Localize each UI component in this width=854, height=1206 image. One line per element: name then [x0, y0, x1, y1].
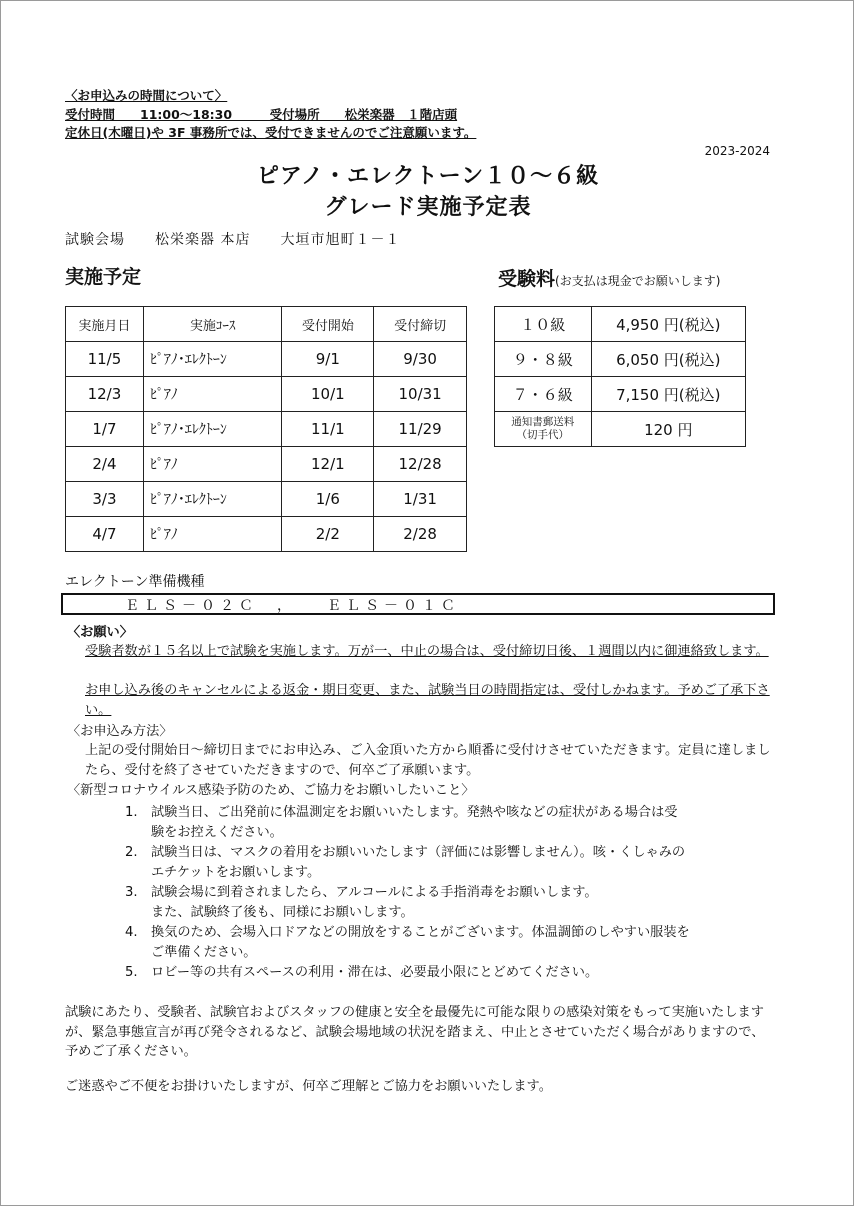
header-time-heading: 〈お申込みの時間について〉 — [65, 88, 228, 103]
list-line1: 試験当日は、マスクの着用をお願いいたします（評価には影響しません）。咳・くしゃみの — [151, 845, 686, 860]
cell-course: ﾋﾟｱﾉ — [143, 377, 282, 412]
table-row — [66, 412, 467, 447]
list-number: 5. — [125, 965, 138, 980]
apply-paragraph: 上記の受付開始日～締切日までにお申込み、ご入金頂いた方から順番に受付けさせていただきます。定員に達しましたら、受付を終了させていただきますので、何卒ご了承願います。 — [85, 743, 771, 778]
fee-grade: １０級 — [495, 307, 592, 342]
page-title-line1: ピアノ・エレクトーン１０～６級 — [256, 164, 600, 189]
cell-end: 2/28 — [374, 517, 467, 552]
request-heading: 〈お願い〉 — [67, 625, 133, 640]
postage-price: 120 円 — [591, 412, 745, 447]
fee-payment-note: (お支払は現金でお願いします) — [555, 274, 721, 288]
schedule-table — [65, 306, 467, 552]
postage-label-line1: 通知書郵送料 — [511, 416, 575, 428]
postage-label — [495, 412, 592, 447]
venue-info: 試験会場 松栄楽器 本店 大垣市旭町１－１ — [65, 232, 401, 248]
list-line1: 試験会場に到着されましたら、アルコールによる手指消毒をお願いします。 — [151, 885, 598, 900]
fee-grade: ７・６級 — [495, 377, 592, 412]
postage-label-line2: （切手代） — [516, 429, 570, 441]
list-line1: ロビー等の共有スペースの利用・滞在は、必要最小限にとどめてください。 — [151, 965, 599, 980]
cell-start: 10/1 — [282, 377, 374, 412]
models-value: ＥＬＳ－０２Ｃ ， ＥＬＳ－０１Ｃ — [125, 598, 460, 614]
cell-start: 2/2 — [282, 517, 374, 552]
cell-course: ﾋﾟｱﾉ･ｴﾚｸﾄｰﾝ — [143, 482, 282, 517]
cell-date: 4/7 — [66, 517, 144, 552]
cell-course: ﾋﾟｱﾉ — [143, 517, 282, 552]
table-row — [66, 447, 467, 482]
fee-price: 6,050 円(税込) — [591, 342, 745, 377]
cell-start: 11/1 — [282, 412, 374, 447]
list-item — [125, 803, 677, 842]
table-row — [495, 412, 746, 447]
models-label: エレクトーン準備機種 — [65, 574, 205, 590]
cell-date: 2/4 — [66, 447, 144, 482]
fee-table — [494, 306, 746, 447]
cell-end: 11/29 — [374, 412, 467, 447]
list-item — [125, 843, 685, 882]
cell-end: 1/31 — [374, 482, 467, 517]
table-row — [66, 377, 467, 412]
fee-heading-wrap — [498, 264, 720, 291]
list-line2: ご準備ください。 — [151, 944, 257, 960]
request-paragraph-1: 受験者数が１５名以上で試験を実施します。万が一、中止の場合は、受付締切日後、１週間以内に御連絡致します。 — [85, 644, 769, 659]
cell-start: 1/6 — [282, 482, 374, 517]
cell-course: ﾋﾟｱﾉ･ｴﾚｸﾄｰﾝ — [143, 342, 282, 377]
list-line1: 換気のため、会場入口ドアなどの開放をすることがございます。体温調節のしやすい服装を — [151, 925, 690, 940]
list-number: 3. — [125, 885, 138, 900]
cell-end: 10/31 — [374, 377, 467, 412]
table-row — [495, 342, 746, 377]
cell-end: 12/28 — [374, 447, 467, 482]
covid-heading: 〈新型コロナウイルス感染予防のため、ご協力をお願いしたいこと〉 — [67, 783, 475, 798]
list-line2: 験をお控えください。 — [151, 824, 283, 840]
table-row — [66, 342, 467, 377]
list-line2: また、試験終了後も、同様にお願いします。 — [151, 904, 414, 920]
page-title-line2: グレード実施予定表 — [324, 195, 532, 220]
col-header-start: 受付開始 — [282, 307, 374, 342]
schedule-heading: 実施予定 — [65, 266, 142, 288]
cell-start: 9/1 — [282, 342, 374, 377]
closing-thanks: ご迷惑やご不便をお掛けいたしますが、何卒ご理解とご協力をお願いいたします。 — [65, 1079, 552, 1094]
cell-course: ﾋﾟｱﾉ — [143, 447, 282, 482]
table-row — [495, 307, 746, 342]
fee-heading: 受験料 — [498, 268, 556, 290]
cell-date: 12/3 — [66, 377, 144, 412]
cell-date: 11/5 — [66, 342, 144, 377]
header-closed-notice: 定休日(木曜日)や 3F 事務所では、受付できませんのでご注意願います。 — [65, 125, 477, 140]
table-row — [66, 517, 467, 552]
cell-start: 12/1 — [282, 447, 374, 482]
table-row — [66, 482, 467, 517]
fee-price: 4,950 円(税込) — [591, 307, 745, 342]
list-item — [125, 923, 690, 962]
cell-course: ﾋﾟｱﾉ･ｴﾚｸﾄｰﾝ — [143, 412, 282, 447]
request-paragraph-2: お申し込み後のキャンセルによる返金・期日変更、また、試験当日の時間指定は、受付しかねます。予めご了承下さい。 — [85, 683, 770, 718]
year-range: 2023-2024 — [704, 144, 770, 158]
fee-grade: ９・８級 — [495, 342, 592, 377]
list-number: 1. — [125, 805, 138, 820]
list-item — [125, 963, 598, 983]
models-box — [61, 593, 775, 615]
col-header-date: 実施月日 — [66, 307, 144, 342]
list-item — [125, 883, 598, 922]
list-number: 4. — [125, 925, 138, 940]
schedule-header-row — [66, 307, 467, 342]
table-row — [495, 377, 746, 412]
list-line2: エチケットをお願いします。 — [151, 864, 321, 880]
header-reception-hours: 受付時間 11:00～18:30 受付場所 松栄楽器 １階店頭 — [65, 107, 458, 122]
closing-paragraph: 試験にあたり、受験者、試験官およびスタッフの健康と安全を最優先に可能な限りの感染対策をもって実施いたしますが、緊急事態宣言が再び発令されるなど、試験会場地域の状況を踏まえ、中止とさせていただく場合がありますので、予めご了承ください。 — [65, 1005, 765, 1059]
cell-end: 9/30 — [374, 342, 467, 377]
col-header-course: 実施ｺｰｽ — [143, 307, 282, 342]
col-header-end: 受付締切 — [374, 307, 467, 342]
cell-date: 1/7 — [66, 412, 144, 447]
cell-date: 3/3 — [66, 482, 144, 517]
fee-price: 7,150 円(税込) — [591, 377, 745, 412]
list-number: 2. — [125, 845, 138, 860]
list-line1: 試験当日、ご出発前に体温測定をお願いいたします。発熱や咳などの症状がある場合は受 — [151, 805, 678, 820]
apply-heading: 〈お申込み方法〉 — [67, 724, 173, 739]
